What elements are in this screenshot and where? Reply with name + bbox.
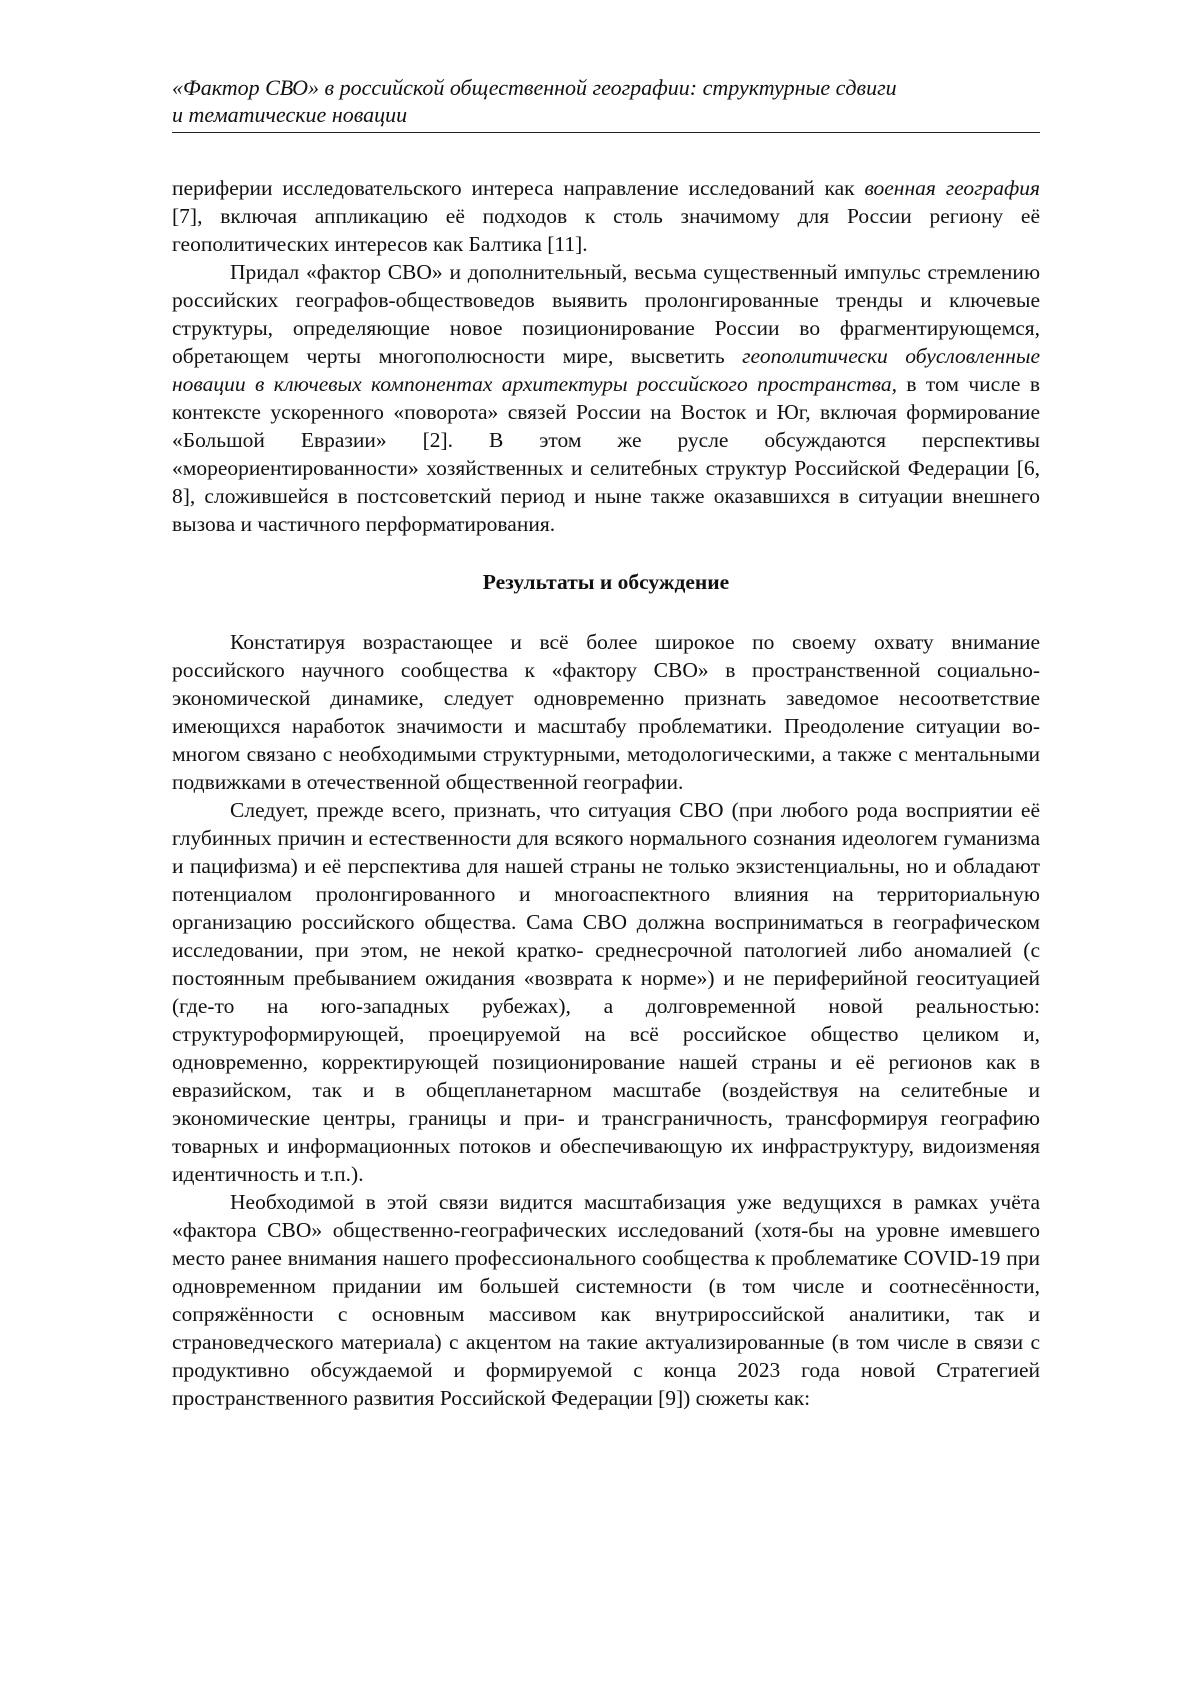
running-head-line-1: «Фактор СВО» в российской общественной географии: структурные сдвиги [172,74,1040,101]
paragraph-3: Констатируя возрастающее и всё более широкое по своему охвату внимание российского научного сообщества к «фактору СВО» в пространственной социально-экономической динамике, следует одновременно признать заведомое несоответствие имеющихся наработок значимости и масштабу проблематики. Преодоление ситуации во-многом связано с необходимыми структурными, методологическими, а также с ментальными подвижками в отечественной общественной географии. [172,628,1040,796]
section-heading: Результаты и обсуждение [172,568,1040,596]
paragraph-4: Следует, прежде всего, признать, что ситуация СВО (при любого рода восприятии её глубинных причин и естественности для всякого нормального сознания идеологем гуманизма и пацифизма) и её перспектива для нашей страны не только экзистенциальны, но и обладают потенциалом пролонгированного и многоаспектного влияния на территориальную организацию российского общества. Сама СВО должна восприниматься в географическом исследовании, при этом, не некой кратко- среднесрочной патологией либо аномалией (с постоянным пребыванием ожидания «возврата к норме») и не периферийной геоситуацией (где-то на юго-западных рубежах), а долговременной новой реальностью: структуроформирующей, проецируемой на всё российское общество целиком и, одновременно, корректирующей позиционирование нашей страны и её регионов как в евразийском, так и в общепланетарном масштабе (воздействуя на селитебные и экономические центры, границы и при- и трансграничность, трансформируя географию товарных и информационных потоков и обеспечивающую их инфраструктуру, видоизменяя идентичность и т.п.). [172,796,1040,1188]
paragraph-1-emphasis: военная география [864,176,1040,200]
document-page [0,0,1200,1697]
running-head-line-2: и тематические новации [172,101,1040,128]
paragraph-1 [172,174,1040,258]
paragraph-1-text-b: [7], включая аппликацию её подходов к столь значимому для России региону её геополитических интересов как Балтика [11]. [172,204,1040,256]
paragraph-1-text-a: периферии исследовательского интереса направление исследований как [172,176,864,200]
paragraph-2-text-a: Придал «фактор СВО» и дополнительный, весьма существенный импульс стремлению российских географов-обществоведов выявить пролонгированные тренды и ключевые структуры, определяющие новое позиционирование России во фрагментирующемся, обретающем черты многополюсности мире, высветить [172,260,1040,368]
paragraph-2-text-b: в том числе в контексте ускоренного «поворота» связей России на Восток и Юг, включая формирование «Большой Евразии» [2]. В этом же русле обсуждаются перспективы «мореориентированности» хозяйственных и селитебных структур Российской Федерации [6, 8], сложившейся в постсоветский период и ныне также оказавшихся в ситуации внешнего вызова и частичного перформатирования. [172,372,1040,536]
running-head [172,74,1040,133]
paragraph-5: Необходимой в этой связи видится масштабизация уже ведущихся в рамках учёта «фактора СВО» общественно-географических исследований (хотя-бы на уровне имевшего место ранее внимания нашего профессионального сообщества к проблематике COVID-19 при одновременном придании им большей системности (в том числе и соотнесённости, сопряжённости с основным массивом как внутрироссийской аналитики, так и страноведческого материала) с акцентом на такие актуализированные (в том числе в связи с продуктивно обсуждаемой и формируемой с конца 2023 года новой Стратегией пространственного развития Российской Федерации [9]) сюжеты как: [172,1188,1040,1412]
article-body [172,174,1040,1412]
paragraph-2-emphasis: геополитически обусловленные новации в ключевых компонентах архитектуры российского пространства, [172,344,1040,396]
paragraph-2 [172,258,1040,538]
